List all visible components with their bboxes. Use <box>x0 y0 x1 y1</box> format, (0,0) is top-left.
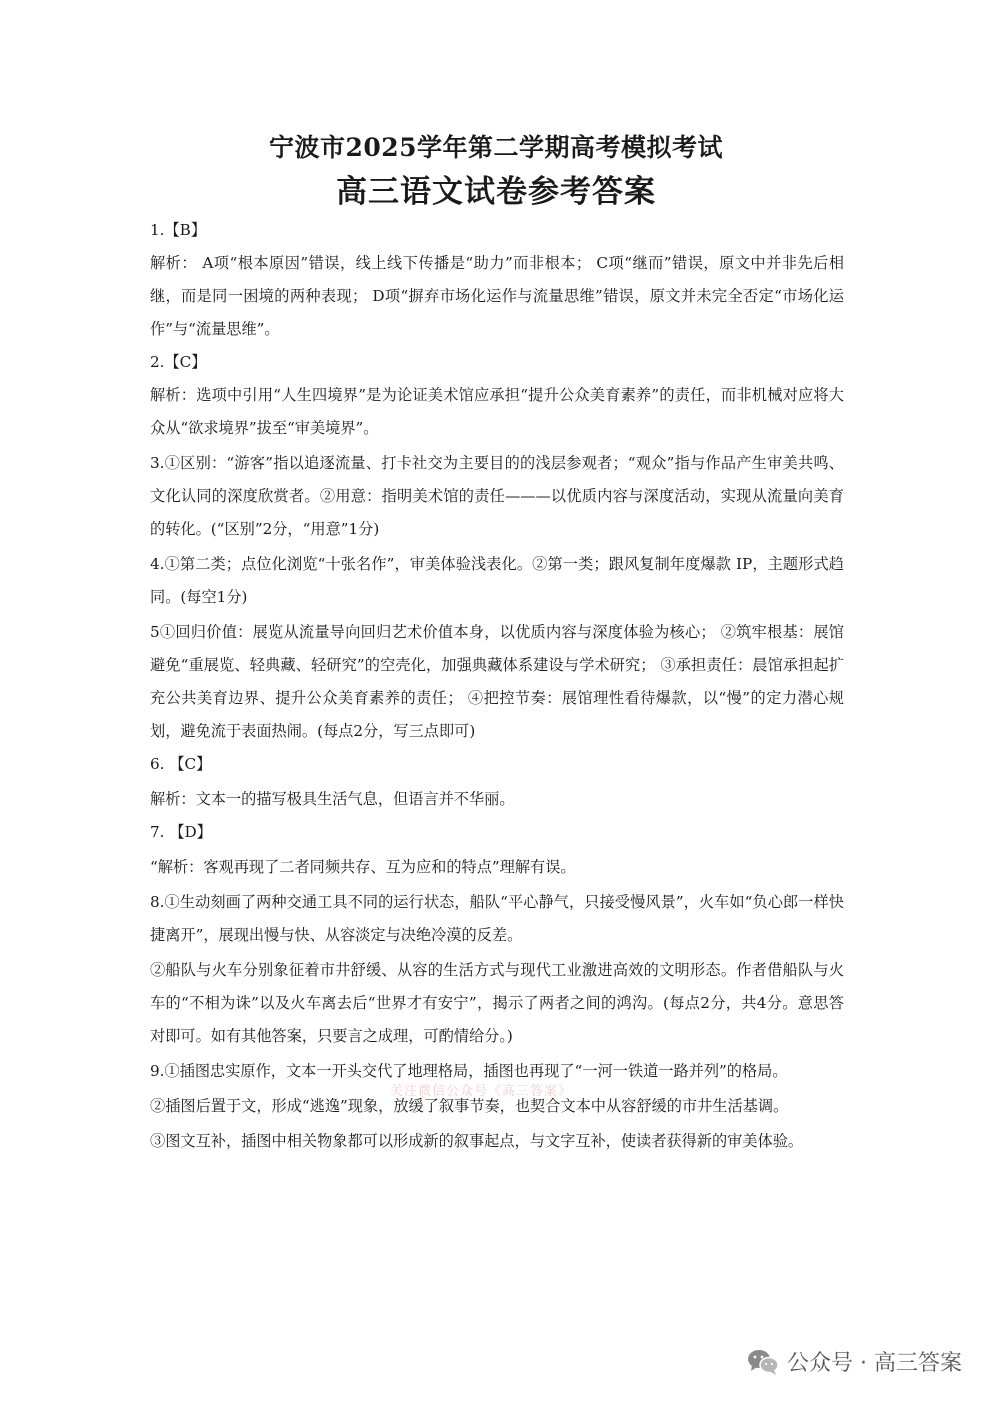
answer-1-explanation: 解析： A项“根本原因”错误，线上线下传播是“助力”而非根本； C项“继而”错误，原文中并非先后相继，而是同一困境的两种表现； D项“摒弃市场化运作与流量思维”错误，原文并未完全否定“市场化运作”与“流量思维”。 <box>150 254 844 338</box>
answer-8-point1: 8.①生动刻画了两种交通工具不同的运行状态，船队“平心静气，只接受慢风景”，火车如“负心郎一样快捷离开”，展现出慢与快、从容淡定与决绝冷漠的反差。 <box>150 893 844 944</box>
answer-7-heading: 7. 【D】 <box>150 823 212 841</box>
footer-attribution <box>747 1346 962 1377</box>
footer-text: 公众号 · 高三答案 <box>787 1351 962 1376</box>
page-title-line2: 高三语文试卷参考答案 <box>336 174 656 210</box>
answer-3: 3.①区别：“游客”指以追逐流量、打卡社交为主要目的的浅层参观者；“观众”指与作品产生审美共鸣、文化认同的深度欣赏者。②用意：指明美术馆的责任———以优质内容与深度活动，实现从流量向美育的转化。(“区别”2分，“用意”1分) <box>150 454 844 538</box>
answer-5: 5①回归价值：展览从流量导向回归艺术价值本身，以优质内容与深度体验为核心； ②筑牢根基：展馆避免“重展览、轻典藏、轻研究”的空壳化，加强典藏体系建设与学术研究； ③承担责任：晨馆承担起扩充公共美育边界、提升公众美育素养的责任； ④把控节奏：展馆理性看待爆款，以“慢”的定力潜心规划，避免流于表面热闹。(每点2分，写三点即可) <box>150 623 844 740</box>
answer-9-point2: ②插图后置于文，形成“逃逸”现象，放缓了叙事节奏，也契合文本中从容舒缓的市井生活基调。 <box>150 1097 789 1115</box>
page-title-line1: 宁波市2025学年第二学期高考模拟考试 <box>268 133 724 162</box>
answer-6-heading: 6. 【C】 <box>150 755 212 773</box>
answer-8-point2: ②船队与火车分别象征着市井舒缓、从容的生活方式与现代工业激进高效的文明形态。作者借船队与火车的“不相为诛”以及火车离去后“世界才有安宁”，揭示了两者之间的鸿沟。(每点2分，共4分。意思答对即可。如有其他答案，只要言之成理，可酌情给分。) <box>150 961 844 1045</box>
answer-2-heading: 2.【C】 <box>150 353 207 371</box>
answer-9-point1: 9.①插图忠实原作，文本一开头交代了地理格局，插图也再现了“一河一铁道一路并列”的格局。 <box>150 1062 788 1080</box>
answer-7-explanation: “解析：客观再现了二者同频共存、互为应和的特点”理解有误。 <box>150 858 576 876</box>
answer-4: 4.①第二类；点位化浏览“十张名作”，审美体验浅表化。②第一类；跟风复制年度爆款 IP，主题形式趋同。(每空1分) <box>150 555 844 606</box>
answer-9-point3: ③图文互补，插图中相关物象都可以形成新的叙事起点，与文字互补，使读者获得新的审美体验。 <box>150 1132 804 1150</box>
answer-1-heading: 1.【B】 <box>150 221 207 239</box>
answer-content <box>150 214 844 1158</box>
answer-6-explanation: 解析：文本一的描写极具生活气息，但语言并不华丽。 <box>150 790 515 808</box>
answer-2-explanation: 解析：选项中引用“人生四境界”是为论证美术馆应承担“提升公众美育素养”的责任，而非机械对应将大众从“欲求境界”拔至“审美境界”。 <box>150 386 844 437</box>
wechat-icon <box>747 1348 779 1376</box>
watermark-text: 关注微信公众号《高三答案》 <box>390 1084 573 1099</box>
